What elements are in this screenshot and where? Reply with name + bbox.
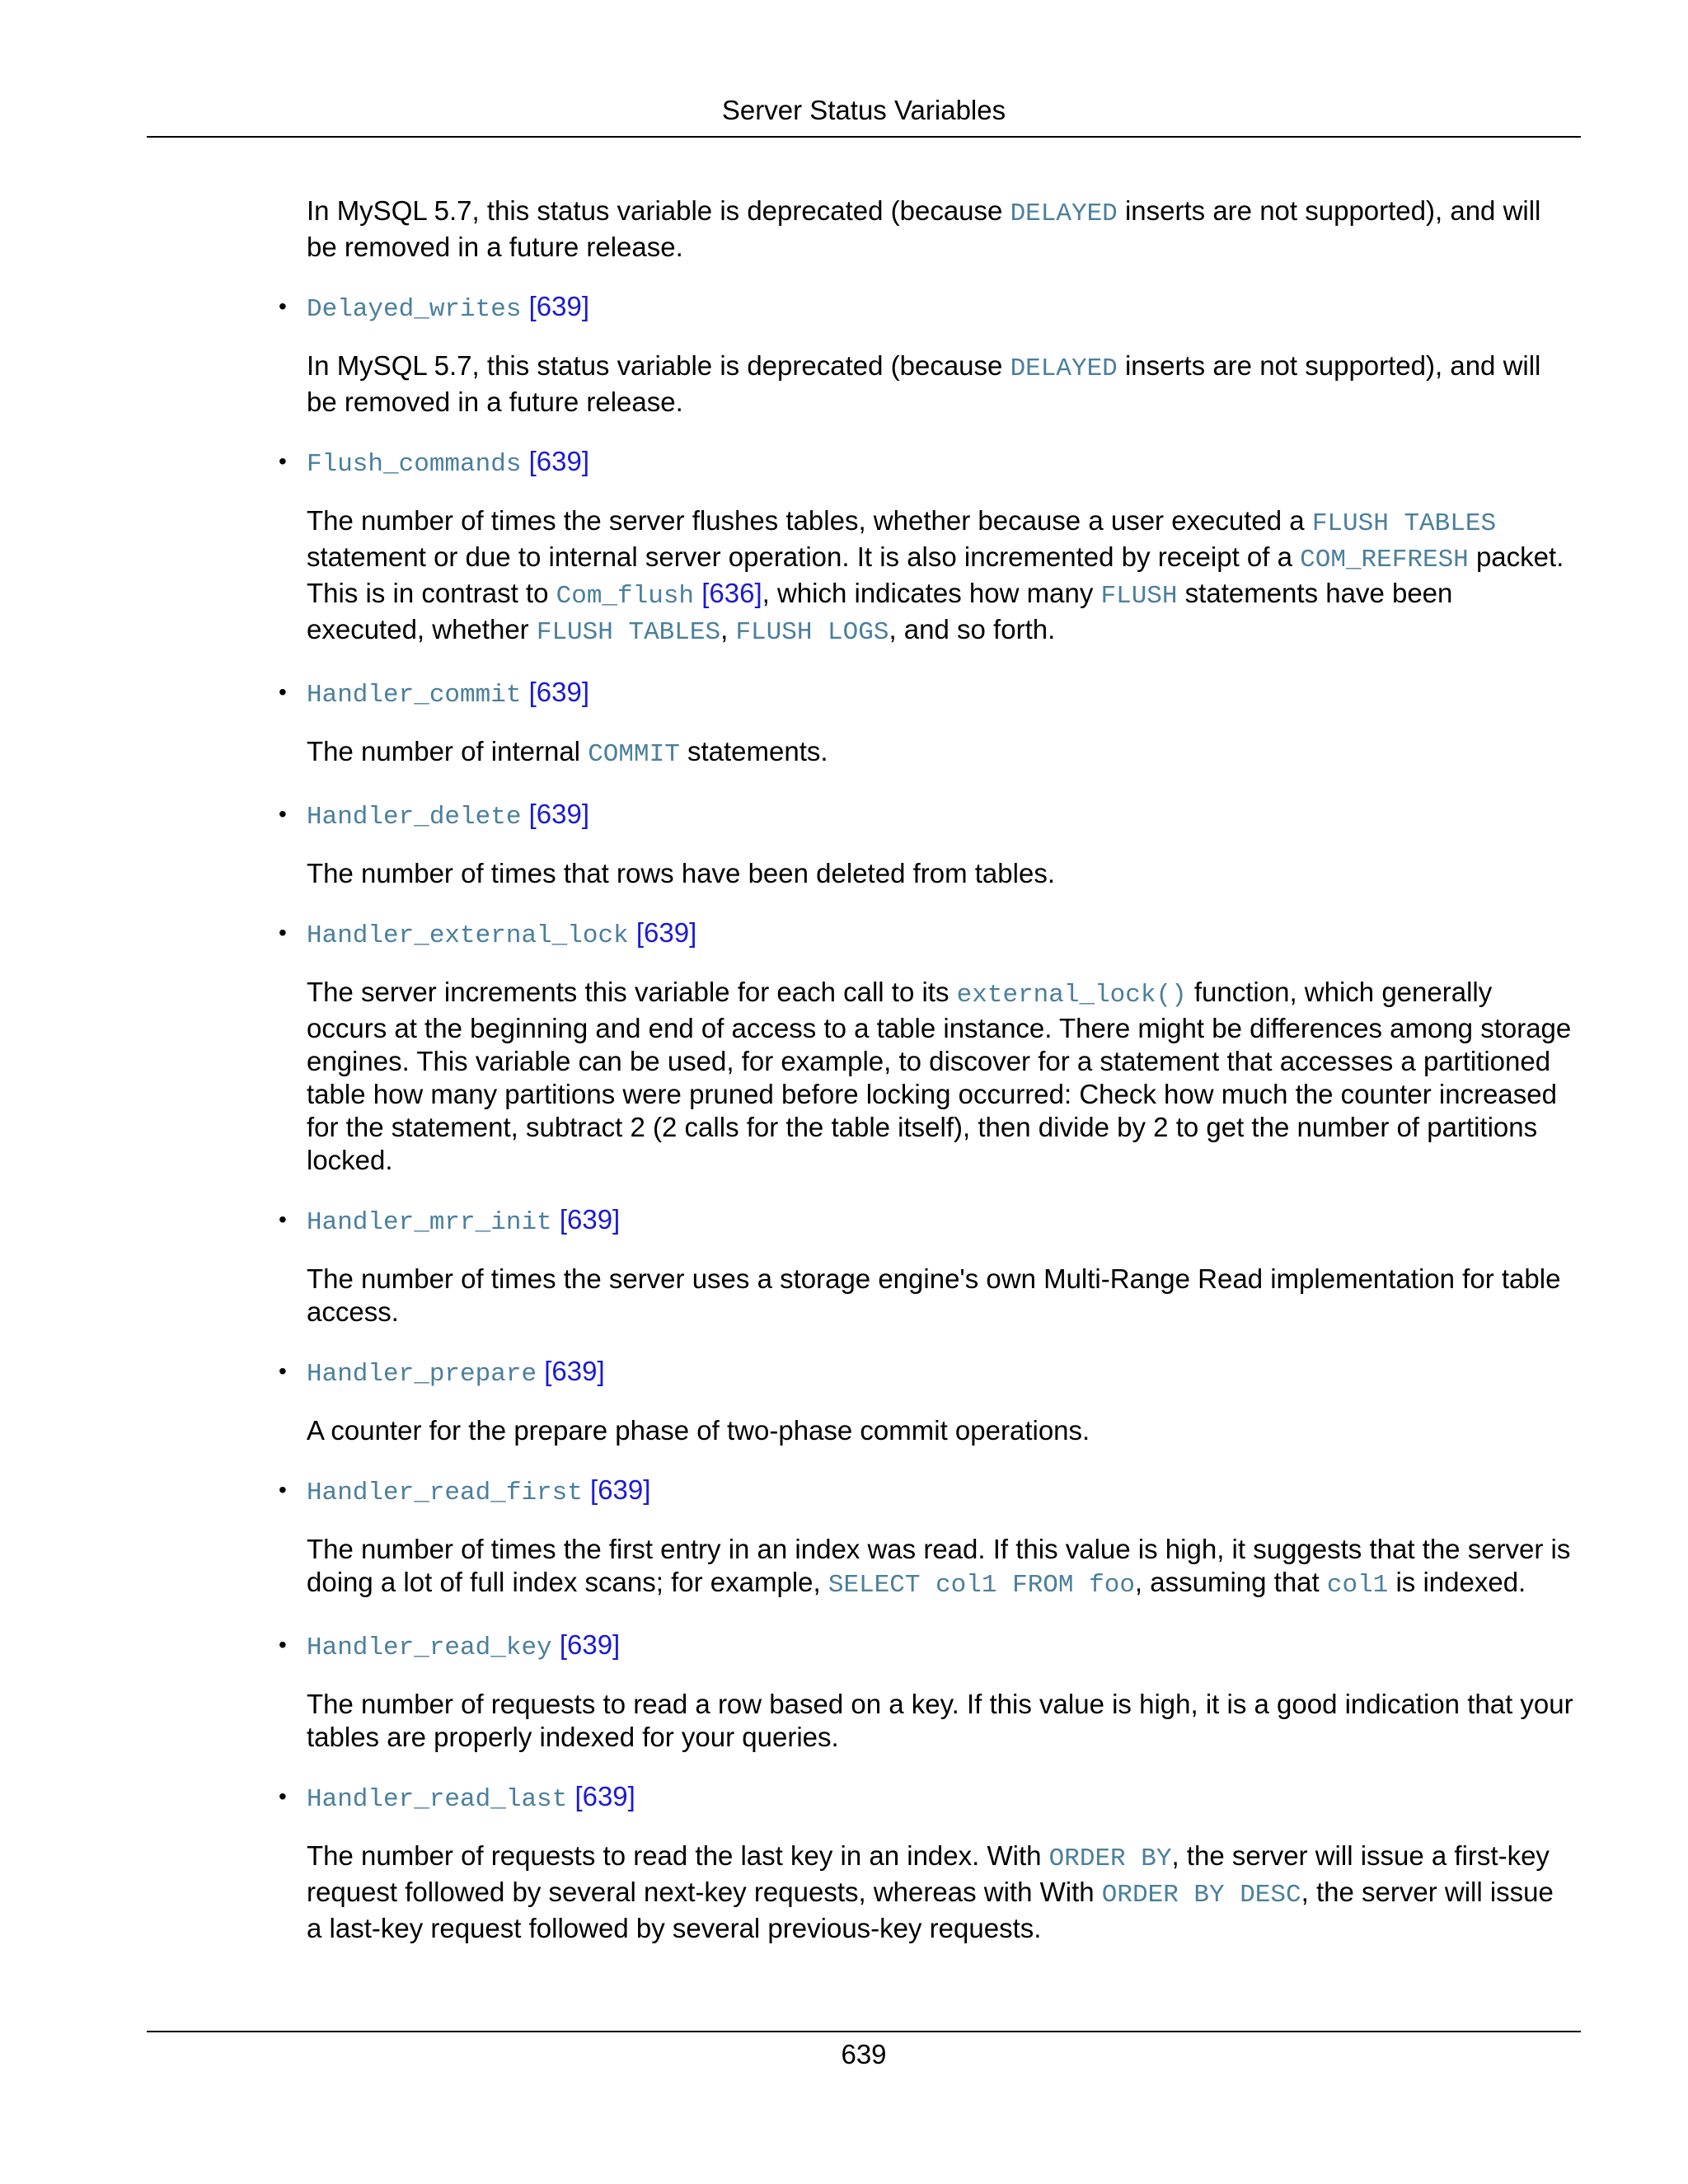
- text: The number of requests to read the last key in an index. With: [307, 1840, 1049, 1871]
- text: function, which generally occurs at the beginning and end of access to a table instance. There might be differences among storage engines. This variable can be used, for example, to discover for a statement that accesses a partitioned table how many partitions were pruned before locking occurred: Check how much the counter increased for the statement, subtract 2 (2 calls for the table itself), then divide by 2 to get the number of partitions locked.: [307, 977, 1572, 1175]
- page-ref-link[interactable]: [639]: [544, 1356, 605, 1386]
- bullet-icon: •: [279, 1477, 287, 1502]
- item-description: [307, 1688, 1576, 1754]
- text: , the server will issue a last-key request followed by several previous-key requests.: [307, 1877, 1554, 1943]
- bullet-icon: •: [279, 1358, 287, 1384]
- text: The number of internal: [307, 736, 588, 766]
- text: packet. This is in contrast to: [307, 541, 1564, 608]
- text: The number of times that rows have been deleted from tables.: [307, 858, 1055, 888]
- page-ref-link[interactable]: [639]: [559, 1629, 621, 1660]
- header-divider: [147, 136, 1581, 138]
- page-ref-link[interactable]: [639]: [528, 677, 590, 707]
- bullet-icon: •: [279, 293, 287, 319]
- page-ref-link[interactable]: [639]: [528, 291, 590, 321]
- bullet-icon: •: [279, 801, 287, 827]
- list-item: [279, 916, 1576, 953]
- text: The number of times the server flushes tables, whether because a user executed a: [307, 505, 1312, 536]
- variable-name: Handler_prepare: [307, 1360, 537, 1389]
- bullet-icon: •: [279, 1207, 287, 1232]
- page-number: 639: [841, 2039, 887, 2069]
- code: SELECT col1 FROM foo: [828, 1571, 1135, 1600]
- variable-name: Handler_commit: [307, 681, 522, 710]
- text: , which indicates how many: [762, 578, 1101, 608]
- page-ref-link[interactable]: [636]: [701, 578, 762, 608]
- code: FLUSH: [1100, 582, 1178, 611]
- text: , the server will issue a first-key request followed by several next-key requests, whereas with With: [307, 1840, 1550, 1907]
- variable-name: Flush_commands: [307, 450, 522, 479]
- item-description: [307, 976, 1576, 1177]
- list-item: [279, 290, 1576, 326]
- item-description: [307, 1263, 1576, 1329]
- text: The number of times the server uses a storage engine's own Multi-Range Read implementation for table access.: [307, 1263, 1561, 1327]
- intro-paragraph: [307, 194, 1576, 264]
- list-item: [279, 1355, 1576, 1391]
- list-item: [279, 445, 1576, 481]
- list-item: [279, 798, 1576, 834]
- list-item: [279, 1203, 1576, 1240]
- page-ref-link[interactable]: [639]: [528, 446, 590, 476]
- item-description: [307, 1840, 1576, 1945]
- code: col1: [1326, 1571, 1389, 1600]
- text: statements.: [679, 736, 828, 766]
- variable-name: Delayed_writes: [307, 295, 522, 324]
- bullet-icon: •: [279, 1783, 287, 1809]
- item-description: [307, 857, 1576, 890]
- code-delayed: DELAYED: [1010, 199, 1118, 228]
- list-item: [279, 1629, 1576, 1665]
- main-content: [279, 194, 1576, 1945]
- code: COMMIT: [588, 740, 680, 769]
- variable-name: Handler_delete: [307, 803, 522, 832]
- page-ref-link[interactable]: [639]: [590, 1474, 651, 1505]
- code: FLUSH TABLES: [536, 618, 721, 647]
- item-description: [307, 349, 1576, 419]
- text: The server increments this variable for each call to its: [307, 977, 957, 1007]
- page-header-title: Server Status Variables: [721, 95, 1006, 125]
- item-description: [307, 504, 1576, 649]
- bullet-icon: •: [279, 920, 287, 945]
- text: statement or due to internal server operation. It is also incremented by receipt of a: [307, 541, 1301, 572]
- page-ref-link[interactable]: [639]: [559, 1204, 621, 1235]
- code: DELAYED: [1010, 354, 1118, 383]
- text: , assuming that: [1134, 1567, 1327, 1597]
- text: inserts are not supported), and will be removed in a future release.: [307, 195, 1541, 262]
- list-item: [279, 676, 1576, 712]
- text: The number of requests to read a row based on a key. If this value is high, it is a good indication that your tables are properly indexed for your queries.: [307, 1689, 1573, 1752]
- variable-name: Handler_external_lock: [307, 921, 629, 950]
- variable-name: Handler_mrr_init: [307, 1208, 552, 1237]
- bullet-icon: •: [279, 679, 287, 705]
- list-item: [279, 1780, 1576, 1816]
- list-item: [279, 1474, 1576, 1510]
- code: ORDER BY DESC: [1101, 1881, 1301, 1910]
- code: COM_REFRESH: [1300, 546, 1469, 574]
- code-link[interactable]: Com_flush: [556, 582, 695, 611]
- text: A counter for the prepare phase of two-phase commit operations.: [307, 1415, 1090, 1446]
- bullet-icon: •: [279, 448, 287, 474]
- variable-name: Handler_read_first: [307, 1479, 583, 1507]
- code: FLUSH LOGS: [735, 618, 889, 647]
- variable-name: Handler_read_key: [307, 1633, 552, 1662]
- item-description: [307, 1414, 1576, 1447]
- item-description: [307, 735, 1576, 771]
- page-ref-link[interactable]: [639]: [528, 799, 590, 829]
- text: In MySQL 5.7, this status variable is deprecated (because: [307, 195, 1010, 226]
- item-description: [307, 1533, 1576, 1602]
- code: ORDER BY: [1048, 1844, 1172, 1873]
- text: , and so forth.: [889, 614, 1056, 644]
- page-ref-link[interactable]: [639]: [574, 1781, 635, 1811]
- text: is indexed.: [1388, 1567, 1526, 1597]
- code: FLUSH TABLES: [1311, 509, 1497, 538]
- bullet-icon: •: [279, 1632, 287, 1657]
- page-ref-link[interactable]: [639]: [635, 917, 697, 948]
- code: external_lock(): [956, 981, 1187, 1010]
- text: ,: [720, 614, 736, 644]
- text: The number of times the first entry in an index was read. If this value is high, it suggests that the server is doing a lot of full index scans; for example,: [307, 1534, 1571, 1597]
- variable-name: Handler_read_last: [307, 1785, 568, 1814]
- text: inserts are not supported), and will be removed in a future release.: [307, 350, 1541, 417]
- footer-divider: [147, 2031, 1581, 2032]
- text: In MySQL 5.7, this status variable is deprecated (because: [307, 350, 1010, 381]
- text: statements have been executed, whether: [307, 578, 1453, 644]
